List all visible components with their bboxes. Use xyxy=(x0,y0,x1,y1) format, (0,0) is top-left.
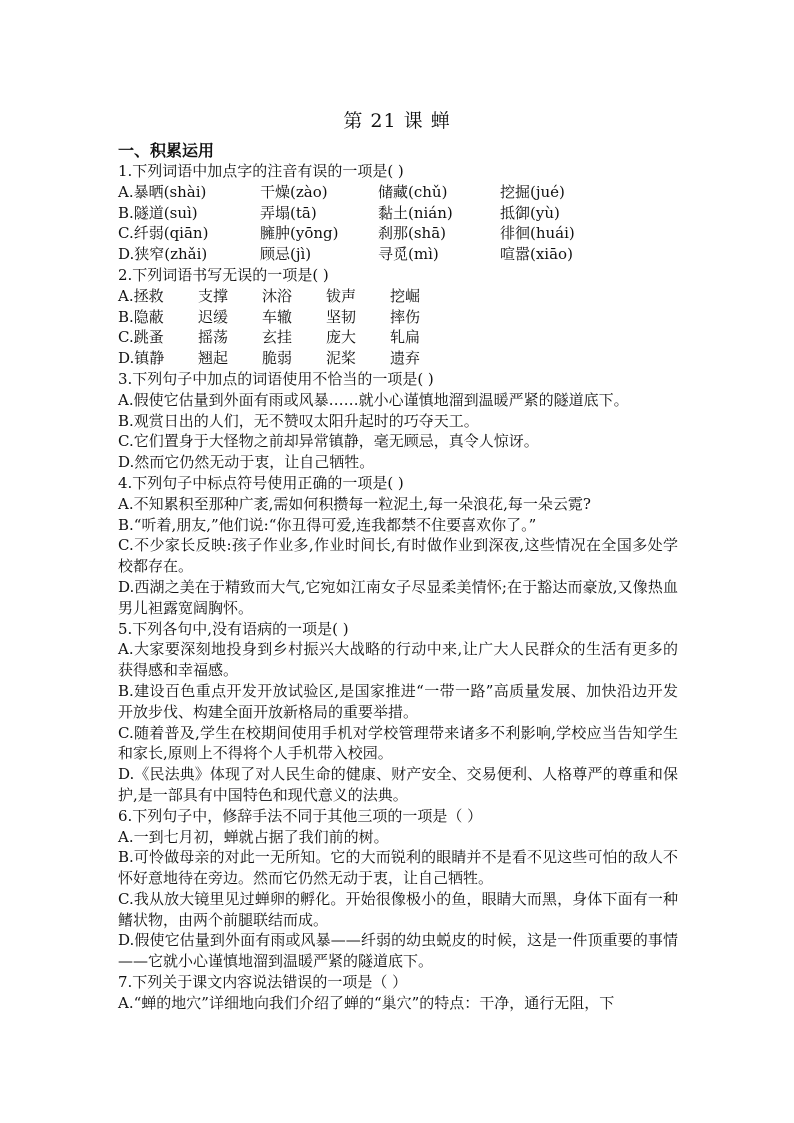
option-item: C.纤弱(qiān) xyxy=(118,224,209,243)
option-item: A.拯救 xyxy=(118,286,164,305)
option-item: 徘徊(huái) xyxy=(500,224,575,243)
option-item: 挖崛 xyxy=(390,286,421,305)
question-stem: 7.下列关于课文内容说法错误的一项是（ ） xyxy=(118,973,408,992)
option-text: C.我从放大镜里见过蝉卵的孵化。开始很像极小的鱼，眼睛大而黑，身体下面有一种鳍状物，由两个前腿联结而成。 xyxy=(118,889,678,929)
option-item: 轧扁 xyxy=(390,328,421,347)
option-item: 车辙 xyxy=(262,307,293,326)
option-text: A.假使它估量到外面有雨或风暴……就小心谨慎地溜到温暖严紧的隧道底下。 xyxy=(118,390,629,409)
question-stem: 2.下列词语书写无误的一项是( ) xyxy=(118,265,329,284)
option-text: B.“听着,朋友,”他们说:“你丑得可爱,连我都禁不住要喜欢你了。” xyxy=(118,515,537,534)
option-item: 遗弃 xyxy=(390,349,421,368)
option-item: 臃肿(yōng) xyxy=(260,224,339,243)
option-item: B.隐蔽 xyxy=(118,307,164,326)
option-text: C.它们置身于大怪物之前却异常镇静，毫无顾忌，真令人惊讶。 xyxy=(118,432,539,451)
option-text: D.西湖之美在于精致而大气,它宛如江南女子尽显柔美情怀;在于豁达而豪放,又像热血男儿袒露宽阔胸怀。 xyxy=(118,577,678,617)
option-item: 钹声 xyxy=(326,286,357,305)
option-item: 沐浴 xyxy=(262,286,293,305)
question-5 xyxy=(118,619,678,806)
page-title: 第 21 课 蝉 xyxy=(343,110,451,132)
option-text: D.然而它仍然无动于衷，让自己牺牲。 xyxy=(118,453,375,472)
option-item: 泥桨 xyxy=(326,349,357,368)
option-item: 摔伤 xyxy=(390,307,421,326)
option-row xyxy=(118,286,678,307)
option-text: A.一到七月初，蝉就占据了我们前的树。 xyxy=(118,827,389,846)
option-text: A.“蝉的地穴”详细地向我们介绍了蝉的“巢穴”的特点：干净，通行无阻，下 xyxy=(118,993,615,1012)
question-stem: 5.下列各句中,没有语病的一项是( ) xyxy=(118,619,349,638)
option-item: D.镇静 xyxy=(118,349,165,368)
option-item: 坚韧 xyxy=(326,307,357,326)
option-item: 迟缓 xyxy=(198,307,229,326)
option-item: 储藏(chǔ) xyxy=(378,182,448,201)
option-item: 抵御(yù) xyxy=(500,203,560,222)
question-2 xyxy=(118,265,678,369)
option-item: 脆弱 xyxy=(262,349,293,368)
question-stem: 1.下列词语中加点字的注音有误的一项是( ) xyxy=(118,162,404,180)
question-1 xyxy=(118,161,678,265)
option-item: 寻觅(mì) xyxy=(378,245,439,264)
option-text: A.不知累积至那种广袤,需如何积攒每一粒泥土,每一朵浪花,每一朵云霓? xyxy=(118,494,591,513)
option-text: C.不少家长反映:孩子作业多,作业时间长,有时做作业到深夜,这些情况在全国多处学校都存在。 xyxy=(118,536,678,576)
question-4 xyxy=(118,473,678,619)
option-text: B.观赏日出的人们，无不赞叹太阳升起时的巧夺天工。 xyxy=(118,411,479,430)
option-row xyxy=(118,327,678,348)
option-text: B.建设百色重点开发开放试验区,是国家推进“一带一路”高质量发展、加快沿边开发开放步伐、构建全面开放新格局的重要举措。 xyxy=(118,681,678,721)
option-item: B.隧道(suì) xyxy=(118,203,198,222)
option-text: C.随着普及,学生在校期间使用手机对学校管理带来诸多不利影响,学校应当告知学生和家长,原则上不得将个人手机带入校园。 xyxy=(118,723,678,763)
option-item: 刹那(shā) xyxy=(378,224,447,243)
option-item: 挖掘(jué) xyxy=(500,182,565,201)
question-7 xyxy=(118,972,678,1014)
option-item: 翘起 xyxy=(198,349,229,368)
option-item: 喧嚣(xiāo) xyxy=(500,245,573,264)
question-stem: 3.下列句子中加点的词语使用不恰当的一项是( ) xyxy=(118,369,434,388)
option-item: A.暴晒(shài) xyxy=(118,182,207,201)
option-item: C.跳蚤 xyxy=(118,328,164,347)
option-item: 弄塌(tā) xyxy=(260,203,317,222)
option-row xyxy=(118,223,678,244)
option-item: 摇荡 xyxy=(198,328,229,347)
option-text: B.可怜做母亲的对此一无所知。它的大而锐利的眼睛并不是看不见这些可怕的敌人不怀好意地待在旁边。然而它仍然无动于衷，让自己牺牲。 xyxy=(118,848,678,888)
question-stem: 4.下列句子中标点符号使用正确的一项是( ) xyxy=(118,473,404,492)
option-item: 玄挂 xyxy=(262,328,293,347)
question-6 xyxy=(118,806,678,972)
question-3 xyxy=(118,369,678,473)
option-row xyxy=(118,244,678,265)
option-row xyxy=(118,203,678,224)
option-text: D.《民法典》体现了对人民生命的健康、财产安全、交易便利、人格尊严的尊重和保护,是一部具有中国特色和现代意义的法典。 xyxy=(118,765,678,804)
option-text: D.假使它估量到外面有雨或风暴——纤弱的幼虫蜕皮的时候，这是一件顶重要的事情——它就小心谨慎地溜到温暖严紧的隧道底下。 xyxy=(118,931,678,971)
option-row xyxy=(118,307,678,328)
section-heading: 一、积累运用 xyxy=(118,141,215,160)
option-row xyxy=(118,348,678,369)
option-row xyxy=(118,182,678,203)
option-item: 干燥(zào) xyxy=(260,182,328,201)
question-stem: 6.下列句子中，修辞手法不同于其他三项的一项是（ ） xyxy=(118,806,483,825)
option-text: A.大家要深刻地投身到乡村振兴大战略的行动中来,让广大人民群众的生活有更多的获得感和幸福感。 xyxy=(118,640,678,680)
option-item: 庞大 xyxy=(326,328,357,347)
exercise-content xyxy=(118,141,678,1014)
option-item: 顾忌(jì) xyxy=(260,245,312,264)
option-item: 支撑 xyxy=(198,286,229,305)
option-item: 黏土(nián) xyxy=(378,203,453,222)
option-item: D.狭窄(zhǎi) xyxy=(118,245,208,264)
